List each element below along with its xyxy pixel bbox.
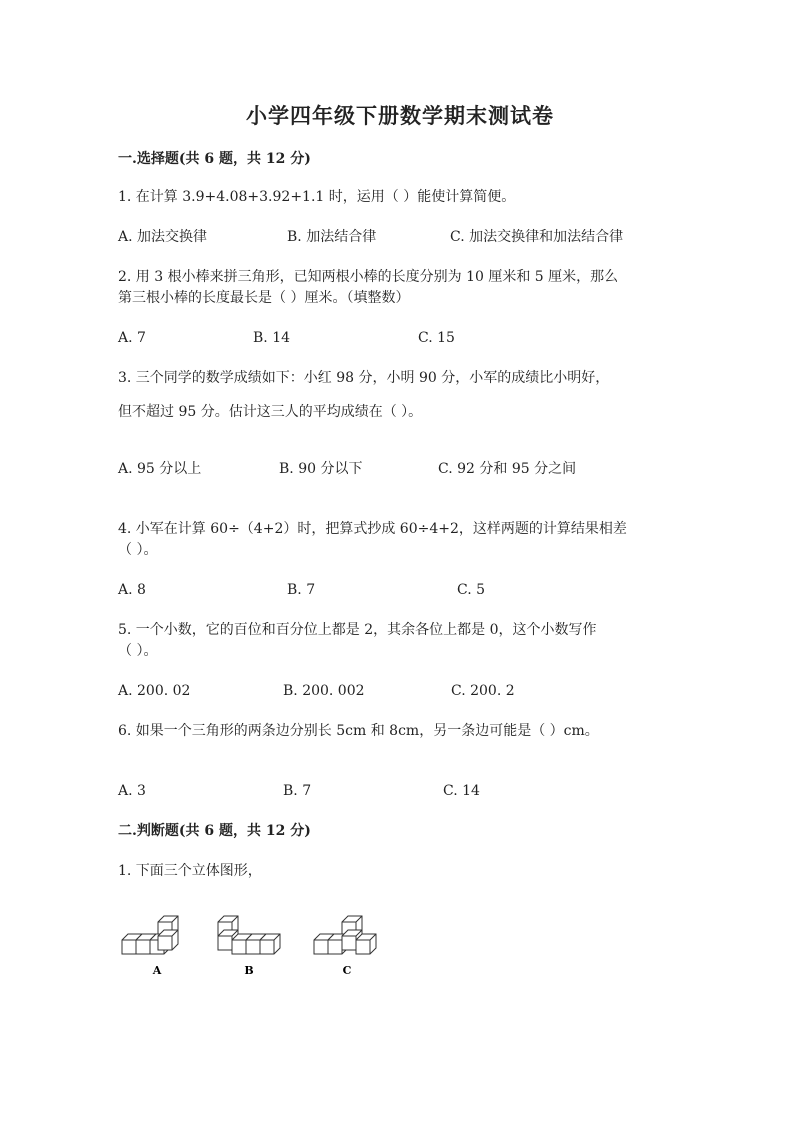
question-5-text-line2: （ ）。 <box>118 643 158 659</box>
question-5-option-a: A. 200. 02 <box>118 683 191 699</box>
cube-figures <box>118 912 388 978</box>
figure-a-cubes <box>122 916 178 954</box>
question-3-option-c: C. 92 分和 95 分之间 <box>438 461 577 477</box>
question-6-option-a: A. 3 <box>118 783 146 799</box>
question-2-option-c: C. 15 <box>418 330 455 346</box>
question-4-option-b: B. 7 <box>287 582 316 598</box>
question-3-option-b: B. 90 分以下 <box>279 461 363 477</box>
question-2-text-line2: 第三根小棒的长度最长是（ ）厘米。（填整数） <box>118 290 410 306</box>
question-4-option-c: C. 5 <box>457 582 486 598</box>
question-1-option-c: C. 加法交换律和加法结合律 <box>450 229 624 245</box>
question-5-option-b: B. 200. 002 <box>283 683 365 699</box>
question-5-option-c: C. 200. 2 <box>451 683 515 699</box>
question-3-text-line2: 但不超过 95 分。估计这三人的平均成绩在（ ）。 <box>118 404 423 420</box>
figure-c-cubes <box>314 916 376 954</box>
question-2-option-a: A. 7 <box>118 330 146 346</box>
question-6-option-c: C. 14 <box>443 783 480 799</box>
question-4-text-line2: （ ）。 <box>118 542 158 558</box>
figure-b-cubes <box>218 916 280 954</box>
section-2-heading: 二.判断题(共 6 题，共 12 分) <box>118 823 311 839</box>
section-2-question-1-text: 1. 下面三个立体图形， <box>118 863 262 879</box>
page-title: 小学四年级下册数学期末测试卷 <box>246 103 554 128</box>
question-1-option-b: B. 加法结合律 <box>287 229 377 245</box>
question-6-option-b: B. 7 <box>283 783 312 799</box>
question-4-text-line1: 4. 小军在计算 60÷（4+2）时，把算式抄成 60÷4+2，这样两题的计算结果相差 <box>118 521 627 537</box>
question-4-option-a: A. 8 <box>118 582 146 598</box>
question-1-text: 1. 在计算 3.9+4.08+3.92+1.1 时，运用（ ）能使计算简便。 <box>118 189 516 205</box>
question-2-text-line1: 2. 用 3 根小棒来拼三角形，已知两根小棒的长度分别为 10 厘米和 5 厘米，那么 <box>118 269 619 285</box>
question-5-text-line1: 5. 一个小数，它的百位和百分位上都是 2，其余各位上都是 0，这个小数写作 <box>118 622 597 638</box>
question-3-option-a: A. 95 分以上 <box>118 461 202 477</box>
figure-b-label: B <box>244 964 254 977</box>
question-1-option-a: A. 加法交换律 <box>118 229 208 245</box>
figure-a-label: A <box>152 964 162 977</box>
section-1-heading: 一.选择题(共 6 题，共 12 分) <box>118 151 311 167</box>
question-6-text: 6. 如果一个三角形的两条边分别长 5cm 和 8cm，另一条边可能是（ ）cm。 <box>118 723 599 739</box>
question-2-option-b: B. 14 <box>253 330 291 346</box>
question-3-text-line1: 3. 三个同学的数学成绩如下：小红 98 分，小明 90 分，小军的成绩比小明好， <box>118 370 610 386</box>
figure-c-label: C <box>342 964 352 977</box>
